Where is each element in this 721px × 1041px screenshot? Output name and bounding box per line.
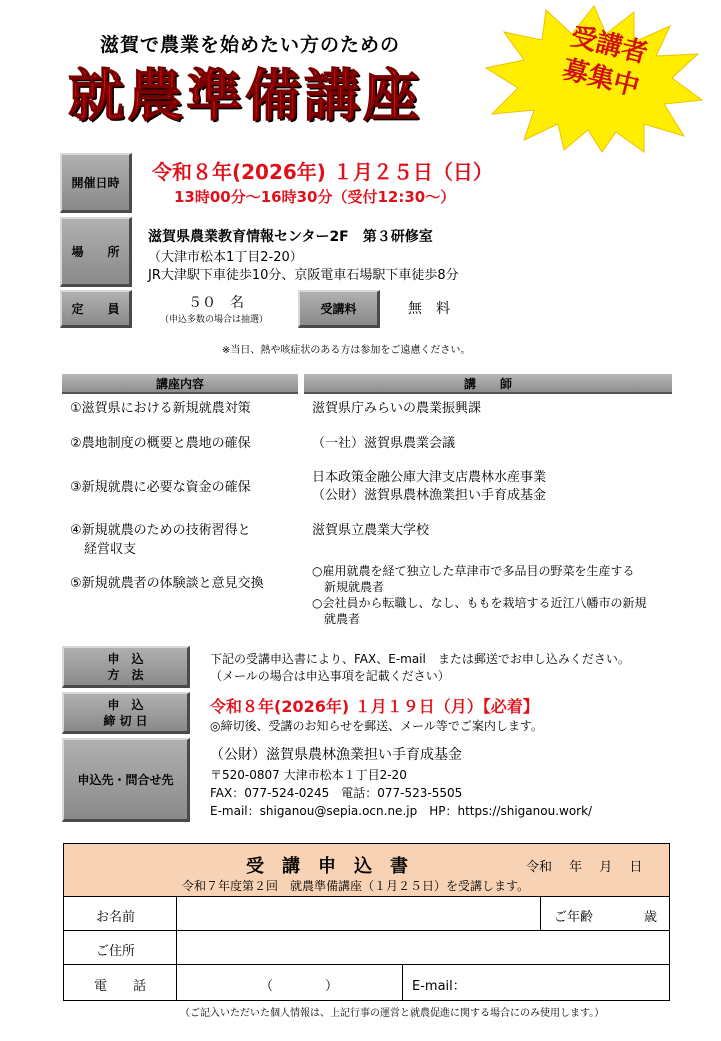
course-item-2: ②農地制度の概要と農地の確保 xyxy=(70,436,251,451)
method-line-1: 下記の受講申込書により、FAX、E-mail または郵送でお申し込みください。 xyxy=(210,652,630,666)
method-label-line1: 申 込 xyxy=(107,651,144,666)
email-field[interactable]: E-mail： xyxy=(412,979,466,994)
form-subtitle: 令和７年度第２回 就農準備講座（１月２５日）を受講します。 xyxy=(182,879,530,893)
lecturer-5d: 就農者 xyxy=(324,612,361,626)
method-label xyxy=(62,646,190,688)
contact-address: 〒520-0807 大津市松本１丁目2-20 xyxy=(210,768,407,782)
place-access: JR大津駅下車徒歩10分、京阪電車石場駅下車徒歩8分 xyxy=(148,268,459,283)
lecturer-3b: （公財）滋賀県農林漁業担い手育成基金 xyxy=(312,488,547,503)
phone-label: 電 話 xyxy=(94,979,147,994)
method-line-2: （メールの場合は申込事項を記載ください） xyxy=(210,669,450,683)
date-label: 開催日時 xyxy=(60,153,132,213)
lecturer-4: 滋賀県立農業大学校 xyxy=(312,523,430,538)
contact-email: E-mail：shiganou@sepia.ocn.ne.jp HP：https://shiganou.work/ xyxy=(210,804,593,818)
place-label: 場 所 xyxy=(60,217,132,287)
fee-value: 無 料 xyxy=(408,301,450,317)
phone-field[interactable]: （ ） xyxy=(260,979,339,994)
lecturer-3a: 日本政策金融公庫大津支店農林水産事業 xyxy=(312,470,547,485)
deadline-label xyxy=(62,692,190,734)
deadline-label-line2: 締 切 日 xyxy=(103,713,148,728)
form-row-phone xyxy=(64,965,669,1001)
course-content-header: 講座内容 xyxy=(62,374,298,394)
form-row-name xyxy=(64,897,669,931)
badge-line-1: 受講者 xyxy=(567,21,651,70)
application-form xyxy=(63,843,670,1001)
capacity-value: ５０ 名 xyxy=(188,295,244,311)
page-title: 就農準備講座 xyxy=(68,64,422,129)
event-time: 13時00分～16時30分（受付12:30～） xyxy=(174,188,456,206)
form-row-address xyxy=(64,931,669,965)
contact-phone: FAX：077-524-0245 電話：077-523-5505 xyxy=(210,786,463,800)
form-header xyxy=(64,844,669,897)
lecturer-5a: ○雇用就農を経て独立した草津市で多品目の野菜を生産する xyxy=(312,564,635,578)
subtitle: 滋賀で農業を始めたい方のための xyxy=(100,34,401,56)
badge-line-2: 募集中 xyxy=(559,54,643,103)
address-label: ご住所 xyxy=(96,944,136,959)
health-notice: ※当日、熱や咳症状のある方は参加をご遠慮ください。 xyxy=(222,345,471,356)
name-field[interactable] xyxy=(177,897,540,930)
lecturer-1: 滋賀県庁みらいの農業振興課 xyxy=(312,401,482,416)
lecturer-5c: ○会社員から転職し、なし、ももを栽培する近江八幡市の新規 xyxy=(312,596,647,610)
lecturer-2: （一社）滋賀県農業会議 xyxy=(312,436,456,451)
capacity-label: 定 員 xyxy=(60,290,132,328)
capacity-note: （申込多数の場合は抽選） xyxy=(160,315,269,325)
deadline-date: 令和８年(2026年) １月１９日（月）【必着】 xyxy=(210,697,539,716)
contact-label: 申込先・問合せ先 xyxy=(62,738,190,822)
name-label: お名前 xyxy=(96,910,136,925)
course-item-3: ③新規就農に必要な資金の確保 xyxy=(70,480,251,495)
deadline-note: ◎締切後、受講のお知らせを郵送、メール等でご案内します。 xyxy=(210,719,543,733)
privacy-note: （ご記入いただいた個人情報は、上記行事の運営と就農促進に関する場合にのみ使用します。） xyxy=(180,1008,605,1019)
place-name: 滋賀県農業教育情報センター2F 第３研修室 xyxy=(148,229,433,245)
place-address: （大津市松本1丁目2-20） xyxy=(148,250,303,265)
fee-label: 受講料 xyxy=(298,290,380,328)
form-date: 令和 年 月 日 xyxy=(526,860,643,875)
event-date: 令和８年(2026年) １月２５日（日） xyxy=(152,160,493,184)
deadline-label-line1: 申 込 xyxy=(107,697,144,712)
course-item-4: ④新規就農のための技術習得と xyxy=(70,523,251,538)
form-title: 受 講 申 込 書 xyxy=(246,856,408,877)
address-field[interactable] xyxy=(177,931,667,964)
course-item-4-cont: 経営収支 xyxy=(84,542,137,557)
course-item-5: ⑤新規就農者の体験談と意見交換 xyxy=(70,576,264,591)
lecturer-5b: 新規就農者 xyxy=(324,580,385,594)
lecturer-header: 講 師 xyxy=(304,374,672,394)
age-unit: 歳 xyxy=(644,910,658,925)
contact-org: （公財）滋賀県農林漁業担い手育成基金 xyxy=(210,747,462,763)
method-label-line2: 方 法 xyxy=(107,667,144,682)
age-label: ご年齢 xyxy=(554,910,594,925)
course-item-1: ①滋賀県における新規就農対策 xyxy=(70,401,251,416)
